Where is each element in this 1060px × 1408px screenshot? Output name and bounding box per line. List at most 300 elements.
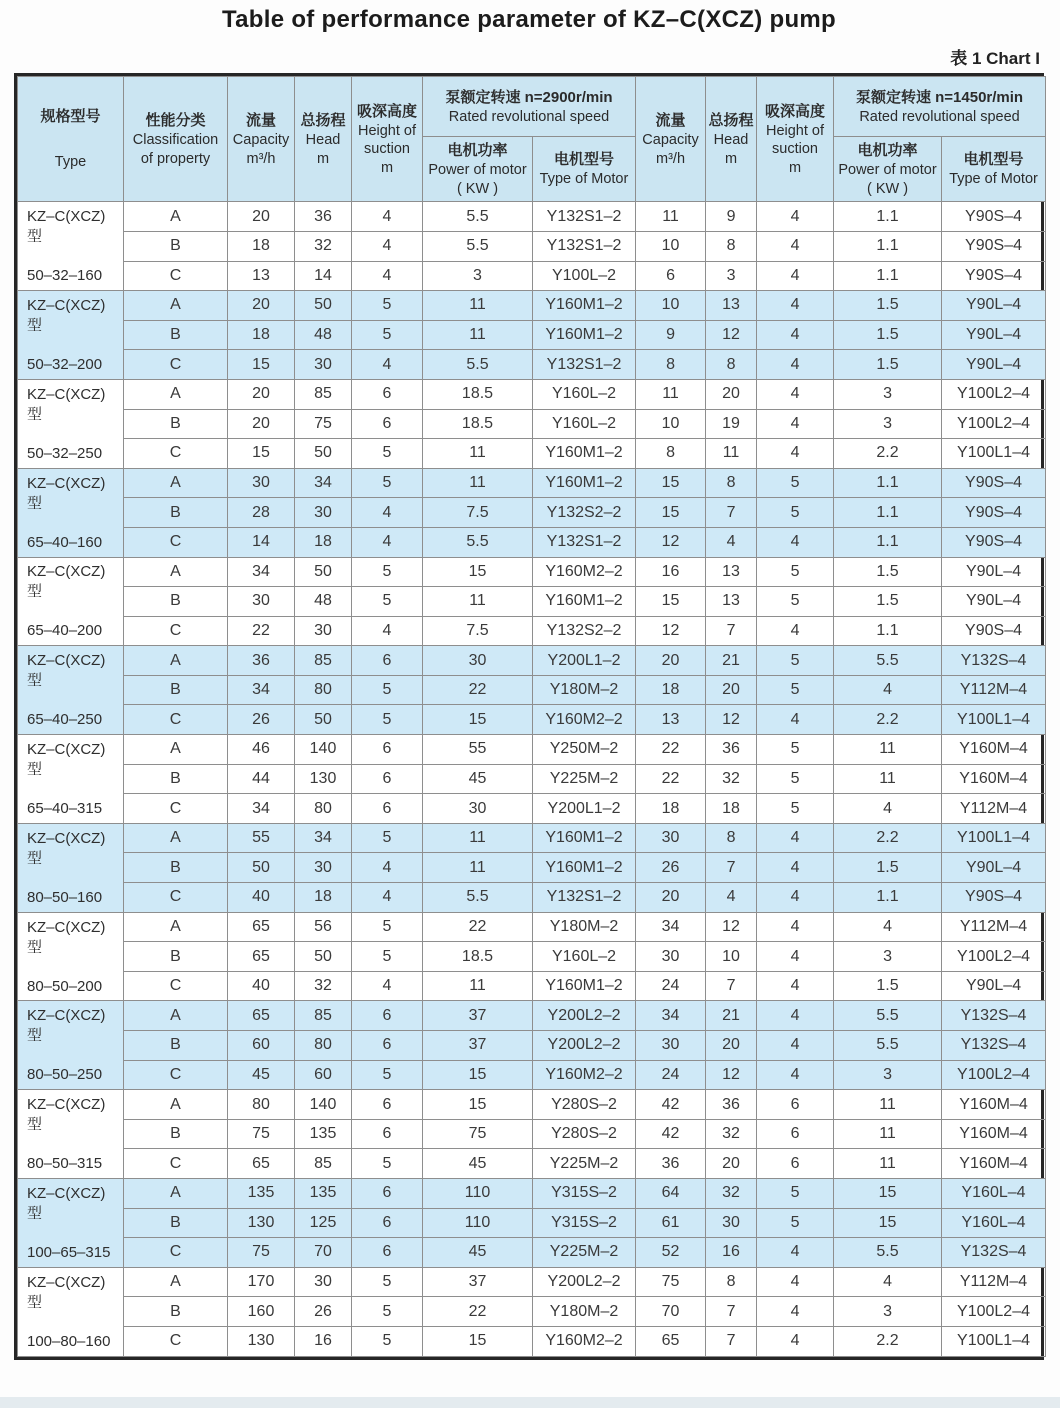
classification-cell: B [124, 1297, 228, 1327]
suction-2900-cell: 5 [352, 1060, 423, 1090]
col-header-capacity-2900: 流量 Capacity m³/h [228, 77, 295, 202]
capacity-2900-cell: 65 [228, 942, 295, 972]
motor-type-2900-cell: Y160M1–2 [533, 291, 636, 321]
capacity-2900-cell: 14 [228, 527, 295, 557]
table-row [18, 853, 1046, 883]
capacity-2900-cell: 45 [228, 1060, 295, 1090]
head-2900-cell: 26 [295, 1297, 352, 1327]
suction-2900-cell: 4 [352, 527, 423, 557]
motor-power-1450-cell: 3 [834, 1297, 942, 1327]
classification-cell: C [124, 971, 228, 1001]
classification-cell: C [124, 527, 228, 557]
head-2900-cell: 32 [295, 231, 352, 261]
head-2900-cell: 32 [295, 971, 352, 1001]
capacity-2900-cell: 20 [228, 409, 295, 439]
classification-cell: A [124, 1001, 228, 1031]
col-header-head-1450: 总扬程 Head m [706, 77, 757, 202]
motor-power-1450-cell: 3 [834, 1060, 942, 1090]
motor-power-1450-cell: 1.5 [834, 587, 942, 617]
head-2900-cell: 30 [295, 498, 352, 528]
suction-2900-cell: 6 [352, 646, 423, 676]
table-row [18, 527, 1046, 557]
col-header-type: 规格型号 Type [18, 77, 124, 202]
motor-power-2900-cell: 15 [423, 1060, 533, 1090]
motor-power-2900-cell: 15 [423, 1090, 533, 1120]
head-1450-cell: 21 [706, 646, 757, 676]
col-header-motor-type-2900: 电机型号 Type of Motor [533, 137, 636, 202]
pump-model-cell [18, 646, 124, 735]
motor-power-1450-cell: 1.1 [834, 231, 942, 261]
classification-cell: C [124, 616, 228, 646]
table-row [18, 468, 1046, 498]
suction-1450-cell: 5 [757, 557, 834, 587]
head-1450-cell: 10 [706, 942, 757, 972]
col-header-motor-type-1450: 电机型号 Type of Motor [942, 137, 1046, 202]
suction-2900-cell: 6 [352, 379, 423, 409]
motor-power-1450-cell: 2.2 [834, 705, 942, 735]
motor-power-1450-cell: 11 [834, 1149, 942, 1179]
capacity-1450-cell: 70 [636, 1297, 706, 1327]
table-caption: 表 1 Chart I [950, 49, 1040, 68]
capacity-2900-cell: 36 [228, 646, 295, 676]
table-row [18, 1031, 1046, 1061]
head-2900-cell: 34 [295, 823, 352, 853]
capacity-2900-cell: 20 [228, 291, 295, 321]
pump-series-label: KZ–C(XCZ) 型 [27, 918, 106, 956]
suction-1450-cell: 4 [757, 1267, 834, 1297]
head-2900-cell: 14 [295, 261, 352, 291]
capacity-2900-cell: 130 [228, 1326, 295, 1356]
table-row [18, 557, 1046, 587]
motor-power-1450-cell: 1.1 [834, 616, 942, 646]
pump-size-label: 80–50–200 [27, 977, 103, 995]
head-1450-cell: 7 [706, 971, 757, 1001]
col-header-rated-speed-2900: 泵额定转速 n=2900r/min Rated revolutional speed [423, 77, 636, 137]
motor-type-2900-cell: Y160M1–2 [533, 587, 636, 617]
motor-type-1450-cell: Y90L–4 [942, 350, 1046, 380]
capacity-2900-cell: 65 [228, 1149, 295, 1179]
motor-power-1450-cell: 1.5 [834, 291, 942, 321]
suction-2900-cell: 5 [352, 468, 423, 498]
head-1450-cell: 7 [706, 616, 757, 646]
motor-type-2900-cell: Y225M–2 [533, 1238, 636, 1268]
suction-1450-cell: 4 [757, 379, 834, 409]
capacity-2900-cell: 20 [228, 202, 295, 232]
capacity-1450-cell: 26 [636, 853, 706, 883]
col-header-motor-power-1450: 电机功率 Power of motor ( KW ) [834, 137, 942, 202]
classification-cell: A [124, 1267, 228, 1297]
head-1450-cell: 8 [706, 468, 757, 498]
motor-type-1450-cell: Y90L–4 [942, 291, 1046, 321]
head-1450-cell: 20 [706, 379, 757, 409]
motor-type-1450-cell: Y112M–4 [942, 675, 1046, 705]
pump-model-cell [18, 202, 124, 291]
motor-type-2900-cell: Y132S1–2 [533, 231, 636, 261]
classification-cell: B [124, 1208, 228, 1238]
table-row [18, 202, 1046, 232]
motor-type-2900-cell: Y160M1–2 [533, 823, 636, 853]
table-row [18, 1119, 1046, 1149]
motor-power-1450-cell: 1.1 [834, 527, 942, 557]
table-row [18, 350, 1046, 380]
capacity-2900-cell: 75 [228, 1238, 295, 1268]
motor-power-2900-cell: 7.5 [423, 498, 533, 528]
pump-series-label: KZ–C(XCZ) 型 [27, 297, 106, 335]
pump-size-label: 80–50–160 [27, 888, 103, 906]
head-2900-cell: 34 [295, 468, 352, 498]
motor-type-1450-cell: Y100L2–4 [942, 409, 1046, 439]
motor-power-2900-cell: 15 [423, 557, 533, 587]
table-row [18, 1149, 1046, 1179]
table-row [18, 971, 1046, 1001]
motor-type-2900-cell: Y160L–2 [533, 409, 636, 439]
suction-1450-cell: 4 [757, 942, 834, 972]
head-2900-cell: 85 [295, 1001, 352, 1031]
suction-1450-cell: 4 [757, 291, 834, 321]
motor-type-1450-cell: Y90S–4 [942, 527, 1046, 557]
head-1450-cell: 4 [706, 883, 757, 913]
motor-power-2900-cell: 11 [423, 823, 533, 853]
col-header-suction-2900: 吸深高度 Height of suction m [352, 77, 423, 202]
table-row [18, 675, 1046, 705]
capacity-1450-cell: 24 [636, 1060, 706, 1090]
capacity-1450-cell: 8 [636, 439, 706, 469]
motor-power-2900-cell: 11 [423, 587, 533, 617]
motor-power-2900-cell: 11 [423, 468, 533, 498]
motor-type-2900-cell: Y225M–2 [533, 1149, 636, 1179]
capacity-2900-cell: 75 [228, 1119, 295, 1149]
head-1450-cell: 12 [706, 912, 757, 942]
pump-model-cell [18, 468, 124, 557]
classification-cell: A [124, 202, 228, 232]
motor-type-2900-cell: Y200L2–2 [533, 1001, 636, 1031]
head-2900-cell: 36 [295, 202, 352, 232]
head-1450-cell: 3 [706, 261, 757, 291]
capacity-2900-cell: 22 [228, 616, 295, 646]
capacity-2900-cell: 40 [228, 971, 295, 1001]
capacity-2900-cell: 18 [228, 320, 295, 350]
suction-1450-cell: 4 [757, 439, 834, 469]
page-title: Table of performance parameter of KZ–C(XCZ) pump [221, 6, 837, 33]
capacity-1450-cell: 30 [636, 1031, 706, 1061]
motor-power-1450-cell: 1.5 [834, 350, 942, 380]
suction-1450-cell: 6 [757, 1119, 834, 1149]
head-2900-cell: 85 [295, 379, 352, 409]
motor-power-2900-cell: 11 [423, 320, 533, 350]
pump-series-label: KZ–C(XCZ) 型 [27, 740, 106, 778]
head-2900-cell: 30 [295, 350, 352, 380]
pump-model-cell [18, 1001, 124, 1090]
col-header-head-2900: 总扬程 Head m [295, 77, 352, 202]
capacity-1450-cell: 10 [636, 291, 706, 321]
motor-type-2900-cell: Y160L–2 [533, 379, 636, 409]
table-row [18, 1326, 1046, 1356]
capacity-1450-cell: 12 [636, 616, 706, 646]
suction-1450-cell: 4 [757, 261, 834, 291]
motor-type-1450-cell: Y100L1–4 [942, 823, 1046, 853]
motor-power-1450-cell: 15 [834, 1208, 942, 1238]
col-header-capacity-1450: 流量 Capacity m³/h [636, 77, 706, 202]
head-2900-cell: 16 [295, 1326, 352, 1356]
capacity-1450-cell: 36 [636, 1149, 706, 1179]
classification-cell: B [124, 231, 228, 261]
motor-type-1450-cell: Y90S–4 [942, 468, 1046, 498]
head-2900-cell: 130 [295, 764, 352, 794]
motor-power-2900-cell: 45 [423, 1238, 533, 1268]
pump-series-label: KZ–C(XCZ) 型 [27, 208, 106, 246]
suction-2900-cell: 5 [352, 1149, 423, 1179]
suction-1450-cell: 4 [757, 853, 834, 883]
table-row [18, 735, 1046, 765]
capacity-1450-cell: 15 [636, 468, 706, 498]
col-header-suction-1450: 吸深高度 Height of suction m [757, 77, 834, 202]
capacity-1450-cell: 75 [636, 1267, 706, 1297]
capacity-2900-cell: 65 [228, 1001, 295, 1031]
capacity-2900-cell: 170 [228, 1267, 295, 1297]
motor-type-1450-cell: Y160M–4 [942, 764, 1046, 794]
motor-type-1450-cell: Y112M–4 [942, 912, 1046, 942]
motor-type-2900-cell: Y132S2–2 [533, 616, 636, 646]
classification-cell: A [124, 1178, 228, 1208]
table-row [18, 794, 1046, 824]
capacity-1450-cell: 15 [636, 587, 706, 617]
capacity-2900-cell: 50 [228, 853, 295, 883]
suction-1450-cell: 4 [757, 883, 834, 913]
head-1450-cell: 13 [706, 291, 757, 321]
motor-type-1450-cell: Y90S–4 [942, 231, 1046, 261]
motor-type-2900-cell: Y200L2–2 [533, 1031, 636, 1061]
suction-1450-cell: 4 [757, 1326, 834, 1356]
classification-cell: B [124, 675, 228, 705]
motor-type-2900-cell: Y200L2–2 [533, 1267, 636, 1297]
suction-2900-cell: 5 [352, 705, 423, 735]
suction-2900-cell: 5 [352, 942, 423, 972]
head-1450-cell: 8 [706, 350, 757, 380]
suction-2900-cell: 6 [352, 1238, 423, 1268]
capacity-1450-cell: 15 [636, 498, 706, 528]
capacity-2900-cell: 80 [228, 1090, 295, 1120]
table-row [18, 1297, 1046, 1327]
head-2900-cell: 135 [295, 1119, 352, 1149]
head-1450-cell: 16 [706, 1238, 757, 1268]
table-row [18, 291, 1046, 321]
suction-2900-cell: 5 [352, 1267, 423, 1297]
table-row [18, 616, 1046, 646]
head-1450-cell: 8 [706, 823, 757, 853]
motor-power-1450-cell: 2.2 [834, 439, 942, 469]
motor-power-1450-cell: 1.5 [834, 320, 942, 350]
pump-model-cell [18, 379, 124, 468]
motor-power-1450-cell: 2.2 [834, 823, 942, 853]
capacity-2900-cell: 26 [228, 705, 295, 735]
classification-cell: A [124, 1090, 228, 1120]
table-row [18, 942, 1046, 972]
motor-type-1450-cell: Y132S–4 [942, 1238, 1046, 1268]
suction-1450-cell: 4 [757, 823, 834, 853]
capacity-1450-cell: 11 [636, 379, 706, 409]
classification-cell: A [124, 468, 228, 498]
motor-type-1450-cell: Y132S–4 [942, 1001, 1046, 1031]
head-2900-cell: 48 [295, 587, 352, 617]
motor-power-1450-cell: 15 [834, 1178, 942, 1208]
suction-2900-cell: 6 [352, 1001, 423, 1031]
suction-1450-cell: 5 [757, 1178, 834, 1208]
head-2900-cell: 30 [295, 616, 352, 646]
suction-1450-cell: 4 [757, 705, 834, 735]
classification-cell: C [124, 439, 228, 469]
motor-power-1450-cell: 1.1 [834, 498, 942, 528]
pump-series-label: KZ–C(XCZ) 型 [27, 829, 106, 867]
motor-power-2900-cell: 75 [423, 1119, 533, 1149]
motor-type-1450-cell: Y160L–4 [942, 1208, 1046, 1238]
suction-1450-cell: 5 [757, 735, 834, 765]
suction-2900-cell: 5 [352, 1326, 423, 1356]
motor-power-1450-cell: 11 [834, 764, 942, 794]
suction-2900-cell: 5 [352, 439, 423, 469]
head-1450-cell: 18 [706, 794, 757, 824]
suction-2900-cell: 5 [352, 587, 423, 617]
motor-type-1450-cell: Y160M–4 [942, 1149, 1046, 1179]
capacity-1450-cell: 8 [636, 350, 706, 380]
table-row [18, 1208, 1046, 1238]
motor-type-1450-cell: Y90S–4 [942, 261, 1046, 291]
capacity-2900-cell: 40 [228, 883, 295, 913]
pump-size-label: 50–32–200 [27, 356, 103, 374]
motor-type-2900-cell: Y160M1–2 [533, 320, 636, 350]
motor-power-1450-cell: 1.5 [834, 853, 942, 883]
pump-series-label: KZ–C(XCZ) 型 [27, 474, 106, 512]
capacity-1450-cell: 13 [636, 705, 706, 735]
motor-type-2900-cell: Y160M1–2 [533, 439, 636, 469]
classification-cell: B [124, 587, 228, 617]
motor-type-2900-cell: Y160M2–2 [533, 705, 636, 735]
suction-1450-cell: 4 [757, 202, 834, 232]
head-1450-cell: 7 [706, 1326, 757, 1356]
table-frame [14, 73, 1044, 1360]
suction-2900-cell: 4 [352, 883, 423, 913]
motor-type-1450-cell: Y112M–4 [942, 794, 1046, 824]
pump-series-label: KZ–C(XCZ) 型 [27, 1007, 106, 1045]
capacity-1450-cell: 24 [636, 971, 706, 1001]
pump-size-label: 80–50–315 [27, 1155, 103, 1173]
classification-cell: A [124, 823, 228, 853]
pump-series-label: KZ–C(XCZ) 型 [27, 563, 106, 601]
capacity-1450-cell: 30 [636, 823, 706, 853]
motor-type-2900-cell: Y160L–2 [533, 942, 636, 972]
capacity-2900-cell: 130 [228, 1208, 295, 1238]
motor-type-2900-cell: Y200L1–2 [533, 794, 636, 824]
motor-power-1450-cell: 4 [834, 675, 942, 705]
head-2900-cell: 60 [295, 1060, 352, 1090]
motor-type-1450-cell: Y100L2–4 [942, 1297, 1046, 1327]
motor-power-2900-cell: 22 [423, 912, 533, 942]
motor-power-2900-cell: 18.5 [423, 409, 533, 439]
classification-cell: A [124, 646, 228, 676]
col-header-classification: 性能分类 Classification of property [124, 77, 228, 202]
motor-power-2900-cell: 15 [423, 1326, 533, 1356]
head-1450-cell: 30 [706, 1208, 757, 1238]
suction-2900-cell: 6 [352, 1090, 423, 1120]
motor-type-1450-cell: Y100L2–4 [942, 942, 1046, 972]
suction-1450-cell: 4 [757, 912, 834, 942]
motor-type-2900-cell: Y160M2–2 [533, 1326, 636, 1356]
motor-type-1450-cell: Y90S–4 [942, 616, 1046, 646]
head-2900-cell: 135 [295, 1178, 352, 1208]
motor-type-1450-cell: Y100L2–4 [942, 1060, 1046, 1090]
suction-2900-cell: 6 [352, 794, 423, 824]
suction-1450-cell: 6 [757, 1090, 834, 1120]
head-2900-cell: 30 [295, 853, 352, 883]
motor-type-2900-cell: Y315S–2 [533, 1178, 636, 1208]
capacity-2900-cell: 135 [228, 1178, 295, 1208]
motor-power-2900-cell: 37 [423, 1267, 533, 1297]
head-2900-cell: 140 [295, 1090, 352, 1120]
suction-1450-cell: 4 [757, 1060, 834, 1090]
motor-type-2900-cell: Y132S1–2 [533, 527, 636, 557]
performance-table [17, 76, 1046, 1357]
suction-1450-cell: 5 [757, 587, 834, 617]
motor-type-1450-cell: Y160M–4 [942, 1119, 1046, 1149]
motor-power-1450-cell: 1.5 [834, 971, 942, 1001]
suction-1450-cell: 4 [757, 527, 834, 557]
table-row [18, 705, 1046, 735]
head-1450-cell: 32 [706, 1178, 757, 1208]
suction-2900-cell: 4 [352, 971, 423, 1001]
motor-type-2900-cell: Y160M1–2 [533, 971, 636, 1001]
motor-power-1450-cell: 5.5 [834, 1001, 942, 1031]
suction-2900-cell: 6 [352, 735, 423, 765]
capacity-1450-cell: 12 [636, 527, 706, 557]
motor-power-2900-cell: 11 [423, 291, 533, 321]
motor-type-2900-cell: Y280S–2 [533, 1119, 636, 1149]
motor-power-1450-cell: 11 [834, 1119, 942, 1149]
head-1450-cell: 12 [706, 320, 757, 350]
motor-power-2900-cell: 45 [423, 1149, 533, 1179]
motor-type-2900-cell: Y100L–2 [533, 261, 636, 291]
suction-1450-cell: 4 [757, 1031, 834, 1061]
classification-cell: C [124, 705, 228, 735]
pump-series-label: KZ–C(XCZ) 型 [27, 1096, 106, 1134]
pump-model-cell [18, 735, 124, 824]
motor-power-1450-cell: 1.1 [834, 883, 942, 913]
motor-type-2900-cell: Y280S–2 [533, 1090, 636, 1120]
motor-type-2900-cell: Y225M–2 [533, 764, 636, 794]
motor-power-1450-cell: 1.5 [834, 557, 942, 587]
pump-size-label: 80–50–250 [27, 1066, 103, 1084]
classification-cell: B [124, 853, 228, 883]
table-header [18, 77, 1046, 202]
motor-type-1450-cell: Y90S–4 [942, 883, 1046, 913]
table-row [18, 320, 1046, 350]
table-row [18, 261, 1046, 291]
head-1450-cell: 20 [706, 675, 757, 705]
classification-cell: C [124, 1060, 228, 1090]
head-1450-cell: 11 [706, 439, 757, 469]
motor-type-1450-cell: Y90S–4 [942, 498, 1046, 528]
capacity-1450-cell: 18 [636, 794, 706, 824]
head-1450-cell: 12 [706, 705, 757, 735]
table-row [18, 883, 1046, 913]
head-1450-cell: 9 [706, 202, 757, 232]
classification-cell: B [124, 409, 228, 439]
head-2900-cell: 75 [295, 409, 352, 439]
head-2900-cell: 30 [295, 1267, 352, 1297]
head-1450-cell: 19 [706, 409, 757, 439]
capacity-2900-cell: 34 [228, 794, 295, 824]
classification-cell: A [124, 291, 228, 321]
motor-power-2900-cell: 18.5 [423, 942, 533, 972]
motor-power-1450-cell: 2.2 [834, 1326, 942, 1356]
